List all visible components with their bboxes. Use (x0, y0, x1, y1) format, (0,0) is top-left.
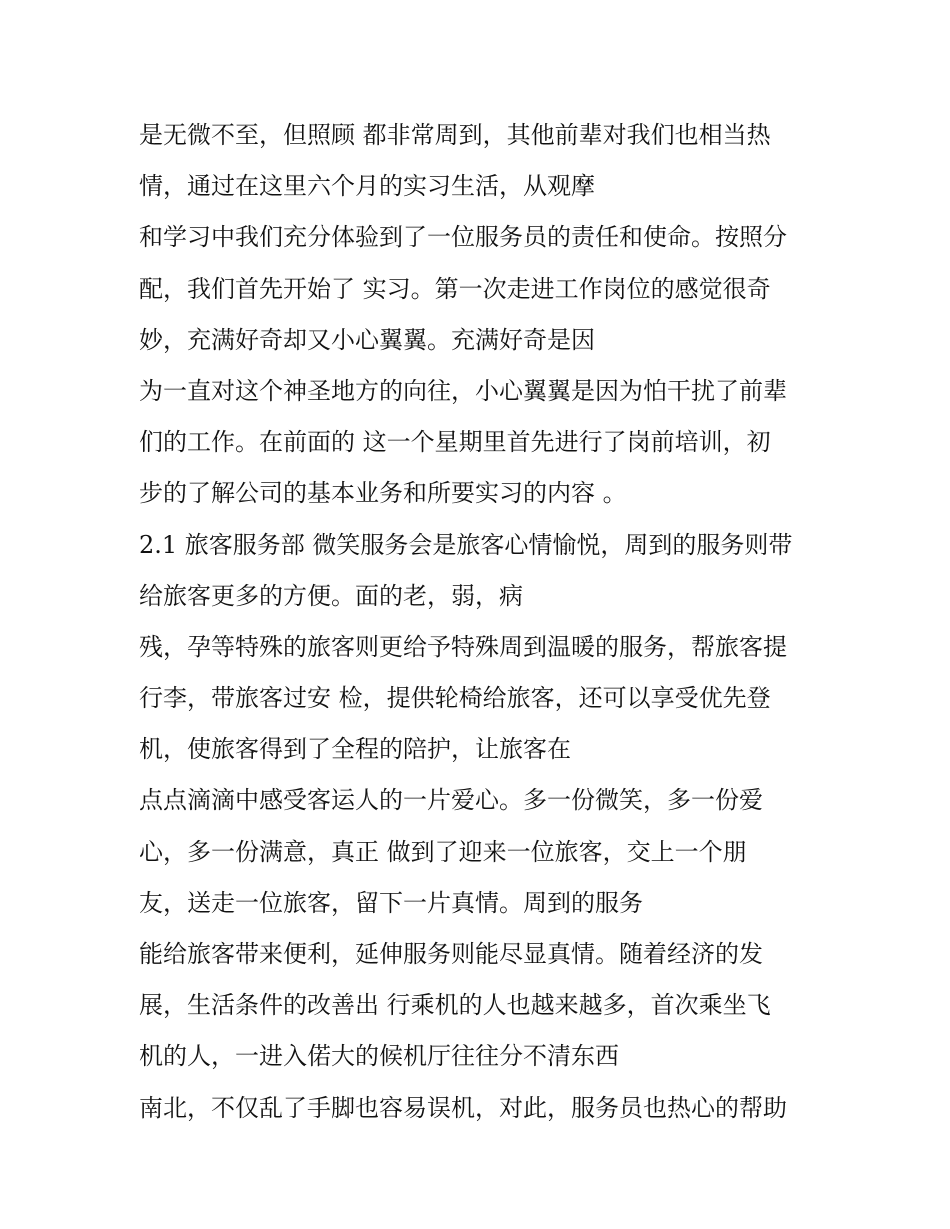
text-line-16: 友，送走一位旅客，留下一片真情。周到的服务 (139, 888, 643, 917)
text-line-14: 点点滴滴中感受客运人的一片爱心。多一份微笑，多一份爱 (139, 786, 763, 815)
text-line-13: 机，使旅客得到了全程的陪护，让旅客在 (139, 735, 571, 764)
text-line-12: 行李，带旅客过安 检，提供轮椅给旅客，还可以享受优先登 (139, 684, 771, 713)
text-line-4: 配，我们首先开始了 实习。第一次走进工作岗位的感觉很奇 (139, 274, 771, 303)
text-line-3: 和学习中我们充分体验到了一位服务员的责任和使命。按照分 (139, 223, 787, 252)
text-line-15: 心，多一份满意，真正 做到了迎来一位旅客，交上一个朋 (139, 837, 747, 866)
text-line-7: 们的工作。在前面的 这一个星期里首先进行了岗前培训，初 (139, 428, 771, 457)
text-line-19: 机的人，一进入偌大的候机厅往往分不清东西 (139, 1042, 619, 1071)
section-heading-line: 2.1 旅客服务部 微笑服务会是旅客心情愉悦，周到的服务则带 (139, 530, 793, 559)
text-line-20: 南北，不仅乱了手脚也容易误机，对此，服务员也热心的帮助 (139, 1093, 787, 1122)
text-line-1: 是无微不至，但照顾 都非常周到，其他前辈对我们也相当热 (139, 121, 771, 149)
text-line-2: 情，通过在这里六个月的实习生活，从观摩 (139, 172, 595, 201)
text-line-10: 给旅客更多的方便。面的老，弱，病 (139, 581, 523, 610)
text-line-5: 妙，充满好奇却又小心翼翼。充满好奇是因 (139, 325, 595, 354)
text-line-17: 能给旅客带来便利，延伸服务则能尽显真情。随着经济的发 (139, 940, 763, 968)
text-line-11: 残，孕等特殊的旅客则更给予特殊周到温暖的服务，帮旅客提 (139, 632, 787, 661)
body-text (139, 110, 839, 1134)
text-line-8: 步的了解公司的基本业务和所要实习的内容 。 (139, 479, 627, 508)
text-line-18: 展，生活条件的改善出 行乘机的人也越来越多，首次乘坐飞 (139, 991, 771, 1020)
text-line-6: 为一直对这个神圣地方的向往，小心翼翼是因为怕干扰了前辈 (139, 376, 787, 405)
